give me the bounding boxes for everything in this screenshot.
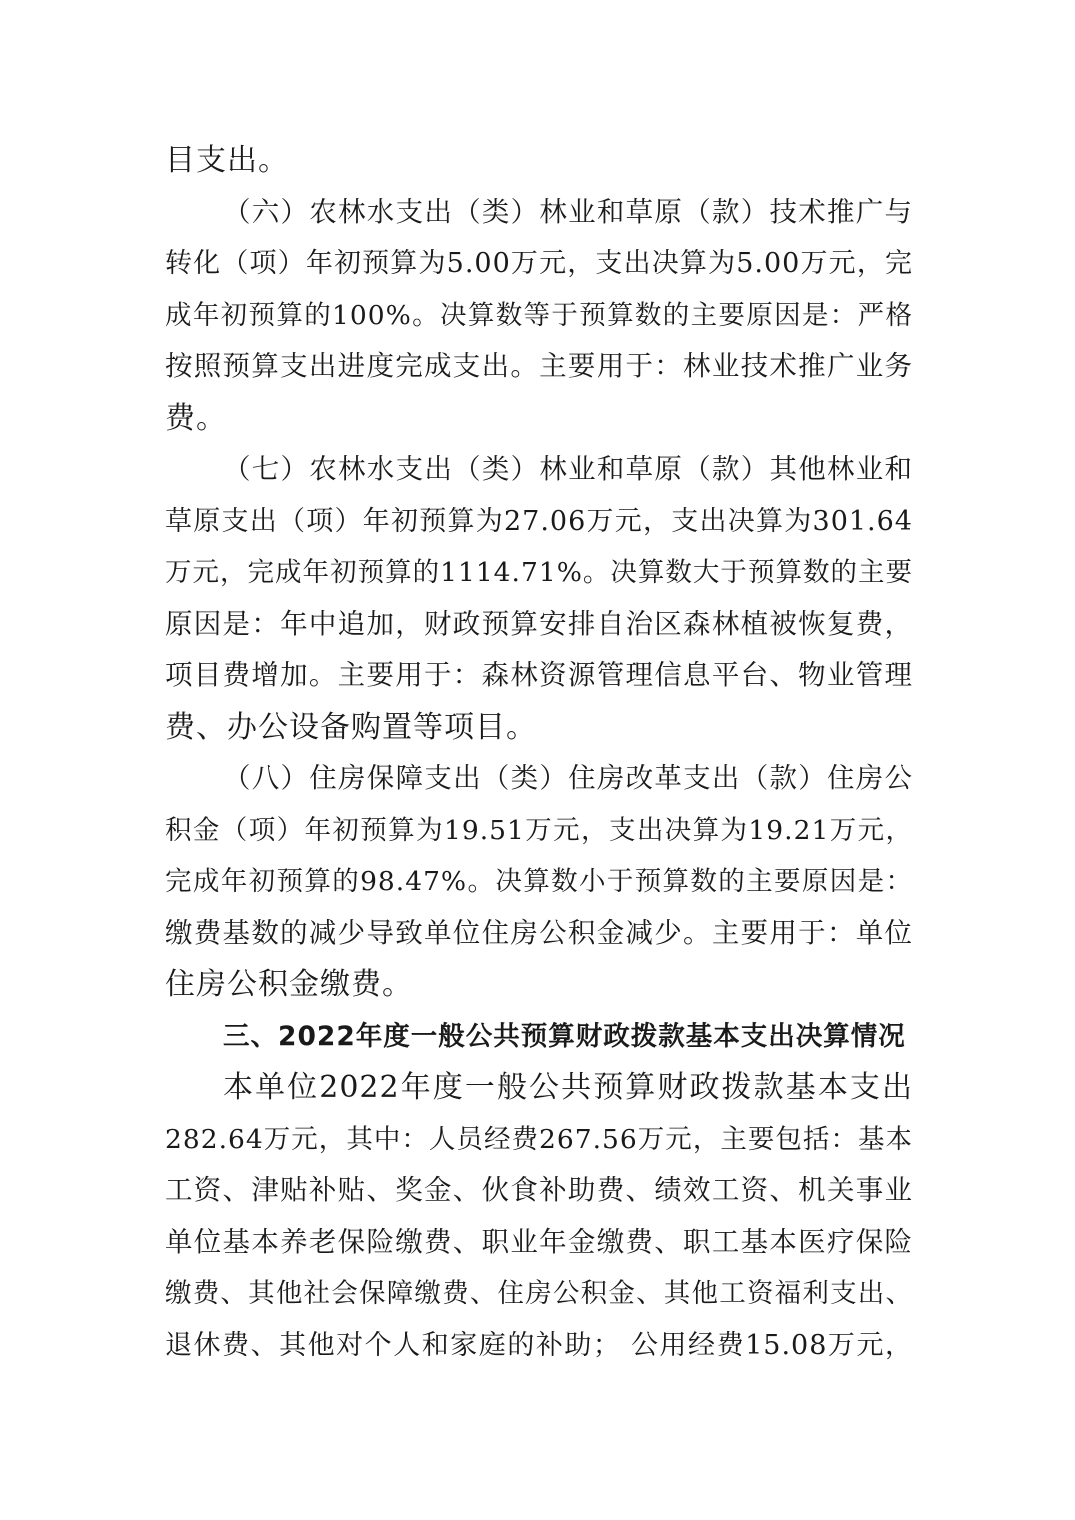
section-heading: 三、2022年度一般公共预算财政拨款基本支出决算情况 — [223, 1020, 906, 1052]
paragraph-line: （六）农林水支出（类）林业和草原（款）技术推广与 — [223, 195, 913, 228]
paragraph-line: 积金（项）年初预算为19.51万元，支出决算为19.21万元， — [165, 814, 913, 846]
paragraph-line: 退休费、其他对个人和家庭的补助； 公用经费15.08万元， — [165, 1329, 913, 1361]
paragraph-line: 费、办公设备购置等项目。 — [165, 709, 537, 745]
paragraph-line: 原因是：年中追加，财政预算安排自治区森林植被恢复费， — [165, 607, 913, 640]
paragraph-line: 草原支出（项）年初预算为27.06万元，支出决算为301.64 — [165, 505, 913, 537]
paragraph-line: 费。 — [165, 400, 227, 436]
paragraph-line: 成年初预算的100%。决算数等于预算数的主要原因是：严格 — [165, 299, 913, 331]
paragraph-line: 缴费基数的减少导致单位住房公积金减少。主要用于：单位 — [165, 916, 913, 949]
paragraph-line: 缴费、其他社会保障缴费、住房公积金、其他工资福利支出、 — [165, 1278, 913, 1309]
paragraph-line: 282.64万元，其中：人员经费267.56万元，主要包括：基本 — [165, 1123, 913, 1155]
paragraph-line: 按照预算支出进度完成支出。主要用于：林业技术推广业务 — [165, 350, 913, 382]
paragraph-line: （七）农林水支出（类）林业和草原（款）其他林业和 — [223, 453, 913, 485]
paragraph-line: 住房公积金缴费。 — [165, 967, 413, 1002]
paragraph-line: 转化（项）年初预算为5.00万元，支出决算为5.00万元，完 — [165, 248, 913, 279]
paragraph-line: （八）住房保障支出（类）住房改革支出（款）住房公 — [223, 762, 913, 794]
document-page — [165, 135, 913, 1371]
paragraph-line: 目支出。 — [165, 143, 289, 178]
paragraph-line: 万元，完成年初预算的1114.71%。决算数大于预算数的主要 — [165, 557, 913, 588]
paragraph-line: 工资、津贴补贴、奖金、伙食补助费、绩效工资、机关事业 — [165, 1174, 913, 1206]
paragraph-line: 完成年初预算的98.47%。决算数小于预算数的主要原因是： — [165, 866, 913, 897]
paragraph-line: 单位基本养老保险缴费、职业年金缴费、职工基本医疗保险 — [165, 1225, 913, 1258]
paragraph-line: 本单位2022年度一般公共预算财政拨款基本支出 — [223, 1070, 913, 1105]
paragraph-line: 项目费增加。主要用于：森林资源管理信息平台、物业管理 — [165, 659, 913, 691]
